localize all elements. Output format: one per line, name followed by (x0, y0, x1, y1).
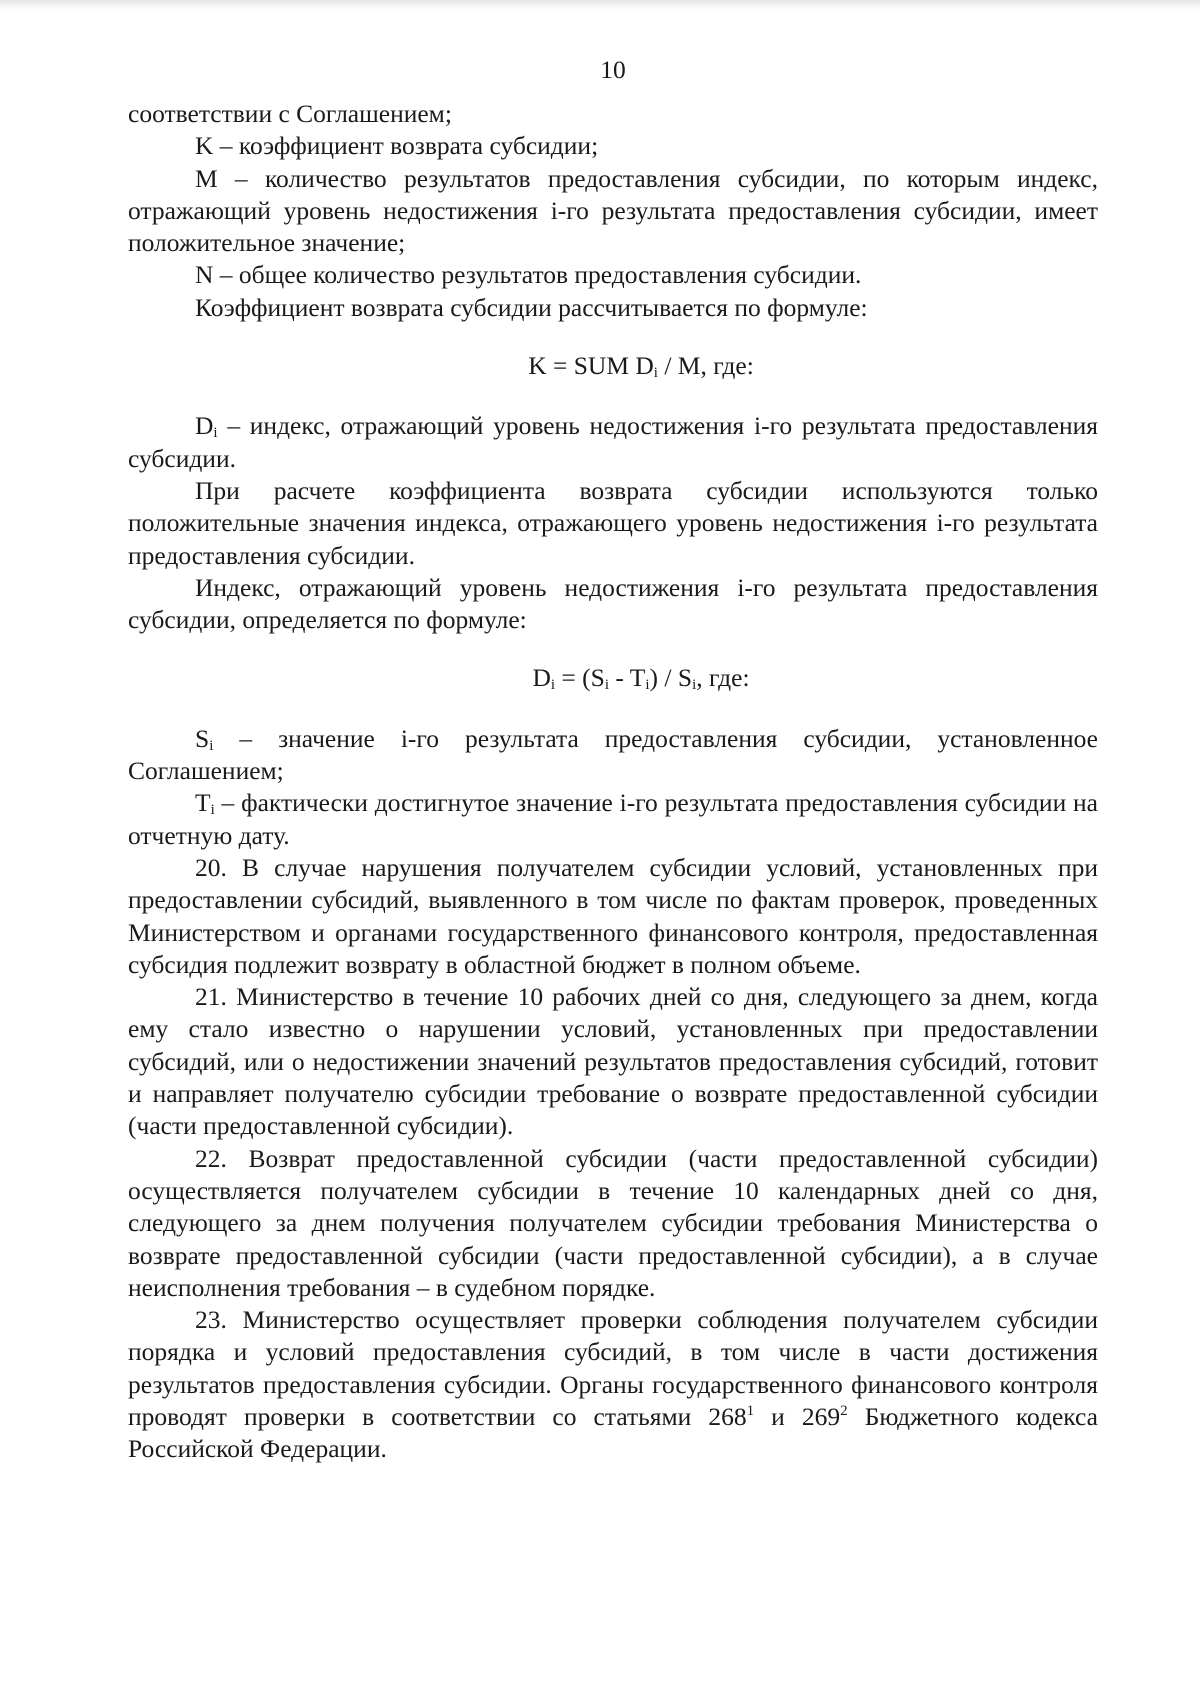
page-number: 10 (600, 55, 626, 84)
scan-edge-shadow (0, 0, 1200, 10)
formula-di-sub-4: i (692, 677, 697, 694)
paragraph-continuation: соответствии с Соглашением; (128, 99, 452, 128)
formula-k-left: K = SUM D (528, 351, 654, 381)
definition-di (128, 410, 1098, 475)
definition-ti-text: – фактически достигнутое значение i-го результата предоставления субсидии на отчетную дату. (128, 788, 1098, 850)
symbol-d: D (195, 411, 214, 441)
symbol-t-subscript: i (210, 802, 215, 819)
symbol-d-subscript: i (213, 425, 218, 442)
formula-di-sub-2: i (604, 677, 610, 694)
formula-di-part-a: D (532, 663, 551, 693)
formula-intro-di: Индекс, отражающий уровень недостижения i-го результата предоставления субсидии, определяется по формуле: (128, 572, 1098, 635)
symbol-s-subscript: i (209, 737, 214, 754)
clause-23 (128, 1304, 1098, 1465)
clause-23-text-c: Бюджетного кодекса Российской Федерации. (128, 1401, 1098, 1464)
clause-21: 21. Министерство в течение 10 рабочих дней со дня, следующего за днем, когда ему стало известно о нарушении условий, установленных при предоставлении субсидий, или о недостижении значений результатов предоставления субсидий, готовит и направляет получателю субсидии требование о возврате предоставленной субсидии (части предоставленной субсидии). (128, 982, 1098, 1141)
definition-m: M – количество результатов предоставления субсидии, по которым индекс, отражающий уровень недостижения i-го результата предоставления субсидии, имеет положительное значение; (128, 163, 1098, 258)
document-page (128, 40, 1098, 1466)
formula-di-part-d: ) / S (649, 663, 693, 693)
clause-23-text-a: 23. Министерство осуществляет проверки соблюдения получателем субсидии порядка и условий предоставления субсидий, в том числе в части достижения результатов предоставления субсидии. Органы государственного финансового контроля проводят проверки в соответствии со статьями 268 (128, 1305, 1098, 1431)
clause-20: 20. В случае нарушения получателем субсидии условий, установленных при предоставлении субсидий, выявленного в том числе по фактам проверок, проведенных Министерством и органами государственного финансового контроля, предоставленная субсидия подлежит возврату в областной бюджет в полном объеме. (128, 852, 1098, 979)
paragraph-positive-values: При расчете коэффициента возврата субсидии используются только положительные значения индекса, отражающего уровень недостижения i-го результата предоставления субсидии. (128, 475, 1098, 570)
clause-23-text-b: и 269 (754, 1401, 841, 1431)
symbol-s: S (195, 723, 210, 753)
formula-di (184, 662, 1098, 694)
definition-si (128, 723, 1098, 788)
formula-k-subscript: i (653, 365, 658, 382)
definition-ti (128, 787, 1098, 852)
formula-intro-k: Коэффициент возврата субсидии рассчитывается по формуле: (195, 292, 868, 322)
formula-di-part-e: , где: (696, 663, 750, 693)
clause-23-sup-2: 2 (840, 1402, 848, 1419)
formula-di-part-b: = (S (555, 663, 605, 693)
definition-k: K – коэффициент возврата субсидии; (195, 131, 599, 161)
definition-si-text: – значение i-го результата предоставления субсидии, установленное Соглашением; (128, 723, 1098, 786)
formula-k-right: / M, где: (657, 351, 754, 381)
formula-di-part-c: - T (609, 663, 646, 693)
formula-di-sub-1: i (550, 677, 556, 694)
clause-22: 22. Возврат предоставленной субсидии (части предоставленной субсидии) осуществляется получателем субсидии в течение 10 календарных дней со дня, следующего за днем получения получателем субсидии требования Министерства о возврате предоставленной субсидии (части предоставленной субсидии), а в случае неисполнения требования – в судебном порядке. (128, 1143, 1098, 1302)
symbol-t: T (195, 788, 211, 818)
formula-di-sub-3: i (645, 677, 650, 694)
definition-n: N – общее количество результатов предоставления субсидии. (195, 260, 862, 290)
definition-di-text: – индекс, отражающий уровень недостижения i-го результата предоставления субсидии. (128, 411, 1098, 473)
formula-k (184, 350, 1098, 382)
clause-23-sup-1: 1 (746, 1402, 755, 1419)
